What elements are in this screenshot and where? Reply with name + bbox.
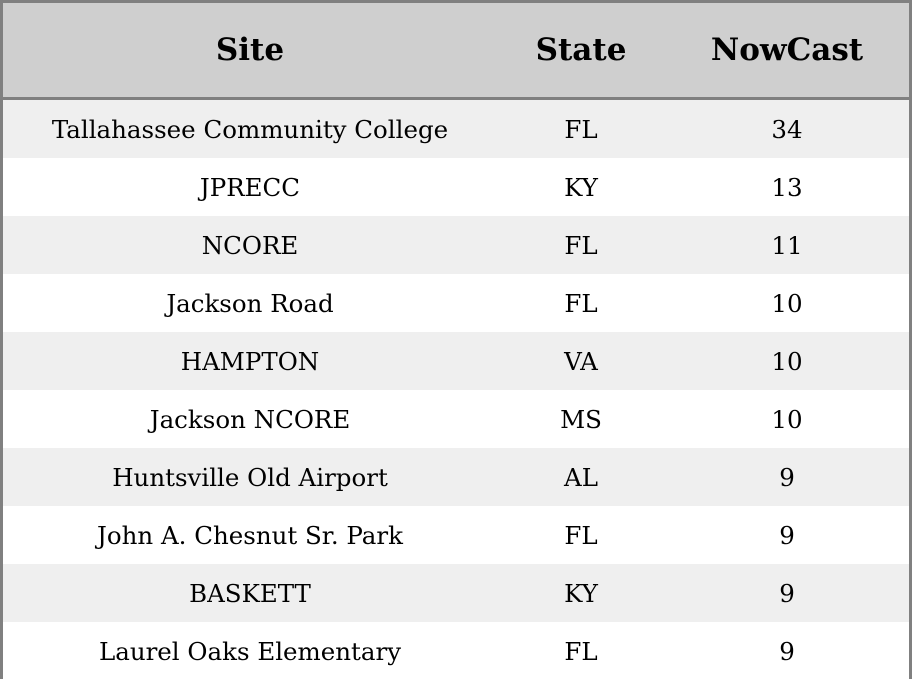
cell-nowcast: 9 <box>779 520 795 550</box>
cell-site: Jackson Road <box>166 288 334 318</box>
cell-state: VA <box>564 346 598 376</box>
cell-nowcast: 10 <box>771 288 803 318</box>
cell-state: FL <box>564 520 598 550</box>
table-header-row <box>3 3 909 97</box>
cell-site: BASKETT <box>189 578 311 608</box>
cell-site: John A. Chesnut Sr. Park <box>97 520 403 550</box>
cell-state: KY <box>564 172 598 202</box>
table-row <box>3 448 909 506</box>
column-header-site: Site <box>215 32 285 68</box>
cell-site: Huntsville Old Airport <box>112 462 388 492</box>
cell-state: FL <box>564 114 598 144</box>
cell-site: HAMPTON <box>180 346 320 376</box>
table-row <box>3 158 909 216</box>
table-row <box>3 390 909 448</box>
table-row <box>3 274 909 332</box>
cell-state: FL <box>564 636 598 666</box>
cell-state: AL <box>564 462 598 492</box>
cell-nowcast: 9 <box>779 462 795 492</box>
table-body <box>3 100 909 680</box>
cell-state: KY <box>564 578 598 608</box>
cell-nowcast: 10 <box>771 346 803 376</box>
cell-nowcast: 9 <box>779 636 795 666</box>
column-header-nowcast: NowCast <box>710 32 864 68</box>
table-row <box>3 100 909 158</box>
cell-state: MS <box>560 404 602 434</box>
cell-state: FL <box>564 230 598 260</box>
table-row <box>3 216 909 274</box>
column-header-state: State <box>535 32 627 68</box>
table-row <box>3 622 909 680</box>
data-table <box>3 3 909 680</box>
cell-site: Jackson NCORE <box>149 404 351 434</box>
cell-site: JPRECC <box>199 172 301 202</box>
cell-nowcast: 11 <box>771 230 803 260</box>
cell-nowcast: 9 <box>779 578 795 608</box>
table-row <box>3 506 909 564</box>
cell-nowcast: 34 <box>771 114 803 144</box>
cell-state: FL <box>564 288 598 318</box>
cell-site: Tallahassee Community College <box>51 114 449 144</box>
table-row <box>3 332 909 390</box>
cell-nowcast: 13 <box>771 172 803 202</box>
table-row <box>3 564 909 622</box>
cell-nowcast: 10 <box>771 404 803 434</box>
cell-site: Laurel Oaks Elementary <box>98 636 402 666</box>
cell-site: NCORE <box>201 230 299 260</box>
